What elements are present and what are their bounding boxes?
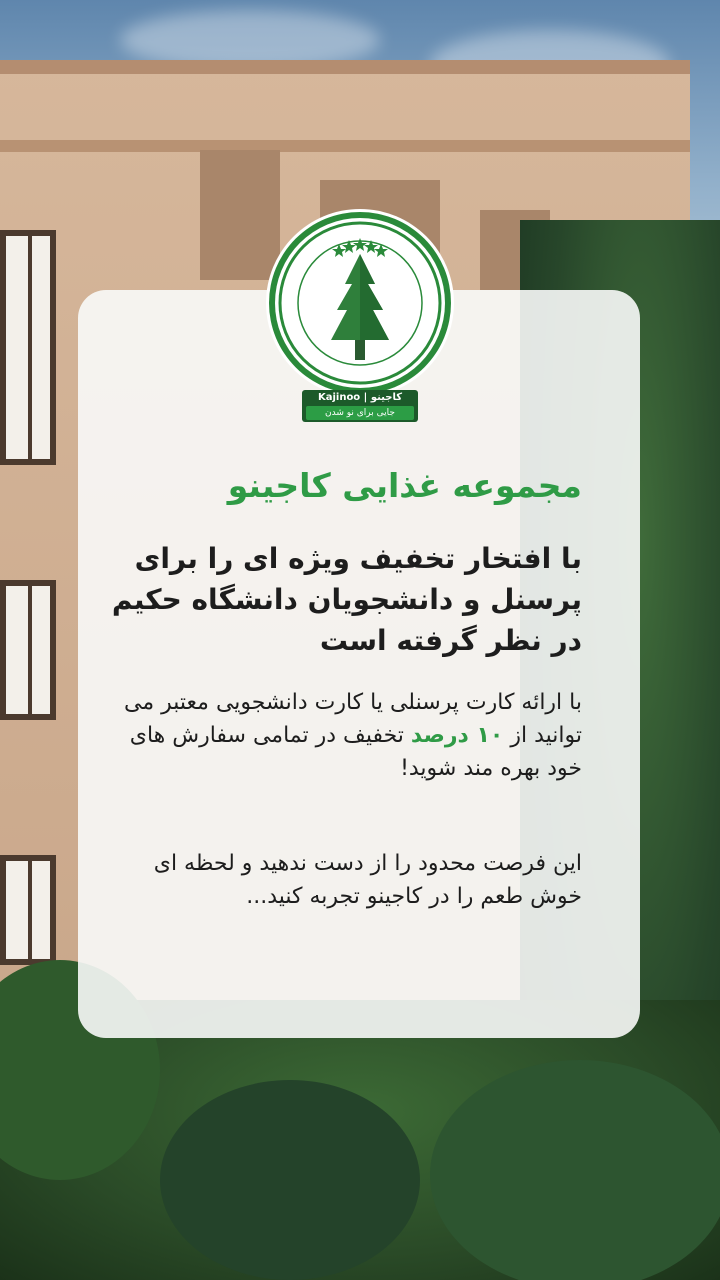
bush — [430, 1060, 720, 1280]
building-window — [0, 580, 56, 720]
pine-tree-icon — [275, 218, 445, 388]
building-ledge — [0, 140, 690, 152]
bush — [160, 1080, 420, 1280]
discount-percent: ۱۰ درصد — [410, 723, 504, 748]
brand-name: Kajinoo | کاجینو — [317, 392, 403, 403]
discount-heading: با افتخار تخفیف ویژه ای را برای پرسنل و دانشجویان دانشگاه حکیم در نظر گرفته است — [111, 542, 582, 657]
kajinoo-logo — [275, 218, 445, 388]
building-recess — [200, 150, 280, 280]
brand-badge — [302, 390, 418, 422]
offer-paragraph — [104, 686, 582, 785]
building-window — [0, 230, 56, 465]
page-title: مجموعه غذایی کاجینو — [227, 466, 582, 505]
building-window — [0, 855, 56, 965]
brand-name-en: Kajinoo — [317, 392, 361, 403]
brand-slogan: جایی برای نو شدن — [306, 406, 414, 420]
brand-name-fa: کاجینو — [370, 392, 403, 403]
offer-text-before: با ارائه کارت پرسنلی یا کارت دانشجویی معتبر می توانید از — [124, 690, 582, 748]
roof-line — [0, 60, 690, 74]
offer-text-after: تخفیف در تمامی سفارش های خود بهره مند شوید! — [129, 723, 582, 781]
closing-paragraph: این فرصت محدود را از دست ندهید و لحظه ای خوش طعم را در کاجینو تجربه کنید... — [153, 851, 582, 909]
